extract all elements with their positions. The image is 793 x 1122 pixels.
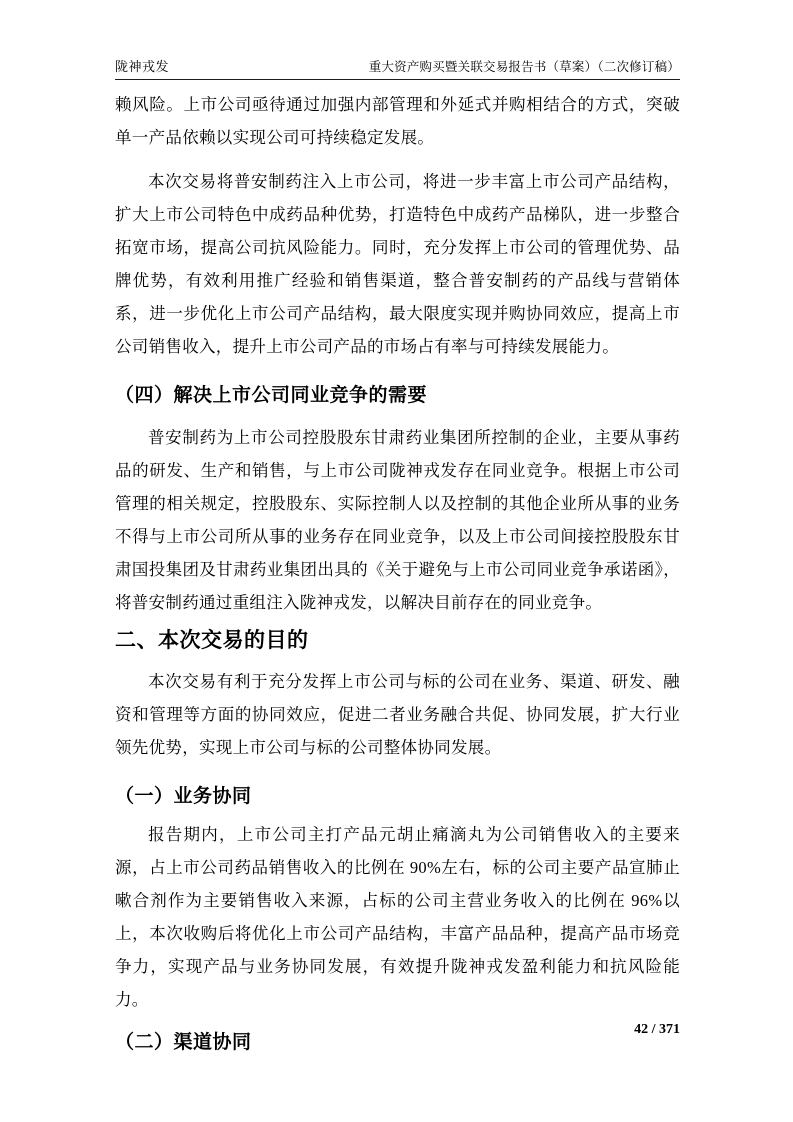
heading-section-4-competition: （四）解决上市公司同业竞争的需要: [115, 385, 428, 406]
header-company-name: 陇神戎发: [115, 59, 170, 74]
paragraph-industry-competition: 普安制药为上市公司控股股东甘肃药业集团所控制的企业，主要从事药品的研发、生产和销售，与上市公司陇神戎发存在同业竞争。根据上市公司管理的相关规定，控股股东、实际控制人以及控制的其他企业所从事的业务不得与上市公司所从事的业务存在同业竞争，以及上市公司间接控股股东甘肃国投集团及甘肃药业集团出具的《关于避免与上市公司同业竞争承诺函》，将普安制药通过重组注入陇神戎发，以解决目前存在的同业竞争。: [115, 427, 680, 612]
page-header: [115, 56, 680, 80]
document-body: [115, 88, 680, 1055]
heading-chapter-2-purpose: 二、本次交易的目的: [115, 628, 309, 652]
heading-sub-2-channel-synergy: （二）渠道协同: [115, 1031, 252, 1053]
page-number: 42 / 371: [634, 1022, 680, 1037]
paragraph-business-synergy: 报告期内，上市公司主打产品元胡止痛滴丸为公司销售收入的主要来源，占上市公司药品销售收入的比例在 90%左右，标的公司主要产品宣肺止嗽合剂作为主要销售收入来源，占标的公司主营业务收入的比例在 96%以上，本次收购后将优化上市公司产品结构，丰富产品品种，提高产品市场竞争力，实现产品与业务协同发展，有效提升陇神戎发盈利能力和抗风险能力。: [115, 824, 680, 1009]
heading-sub-1-business-synergy: （一）业务协同: [115, 785, 252, 807]
paragraph-risk-continuation: 赖风险。上市公司亟待通过加强内部管理和外延式并购相结合的方式，突破单一产品依赖以实现公司可持续稳定发展。: [115, 95, 680, 147]
header-report-title: 重大资产购买暨关联交易报告书（草案）（二次修订稿）: [368, 60, 680, 74]
paragraph-transaction-purpose: 本次交易有利于充分发挥上市公司与标的公司在业务、渠道、研发、融资和管理等方面的协同效应，促进二者业务融合共促、协同发展，扩大行业领先优势，实现上市公司与标的公司整体协同发展。: [115, 671, 680, 757]
paragraph-transaction-injection: 本次交易将普安制药注入上市公司，将进一步丰富上市公司产品结构，扩大上市公司特色中成药品种优势，打造特色中成药产品梯队，进一步整合拓宽市场，提高公司抗风险能力。同时，充分发挥上市公司的管理优势、品牌优势，有效利用推广经验和销售渠道，整合普安制药的产品线与营销体系，进一步优化上市公司产品结构，最大限度实现并购协同效应，提高上市公司销售收入，提升上市公司产品的市场占有率与可持续发展能力。: [115, 172, 680, 356]
